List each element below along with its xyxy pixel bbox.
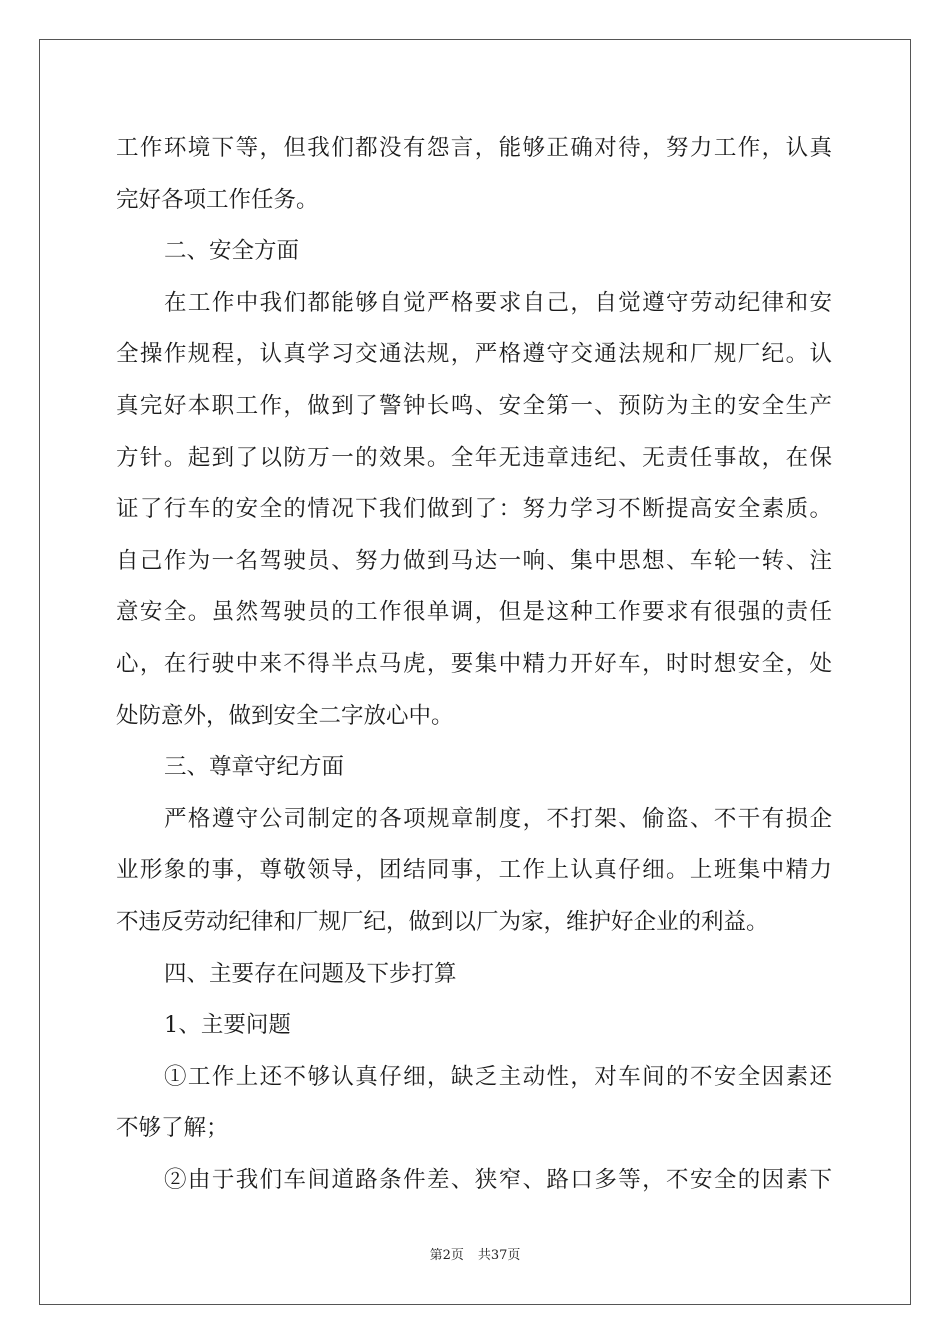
text-line: 自己作为一名驾驶员、努力做到马达一响、集中思想、车轮一转、注 [116, 547, 832, 574]
text-line: 处防意外，做到安全二字放心中。 [116, 702, 454, 729]
text-line: ①工作上还不够认真仔细，缺乏主动性，对车间的不安全因素还 [164, 1063, 832, 1090]
text-line: 在工作中我们都能够自觉严格要求自己，自觉遵守劳动纪律和安 [164, 289, 832, 316]
page-footer [0, 1244, 950, 1263]
text-line: 意安全。虽然驾驶员的工作很单调，但是这种工作要求有很强的责任 [116, 599, 832, 626]
document-body [116, 123, 832, 1206]
text-line: 二、安全方面 [164, 238, 300, 265]
text-line: 完好各项工作任务。 [116, 186, 319, 213]
text-line: 证了行车的安全的情况下我们做到了：努力学习不断提高安全素质。 [116, 496, 832, 523]
page-number: 第2页 [429, 1248, 464, 1263]
text-line: 心，在行驶中来不得半点马虎，要集中精力开好车，时时想安全，处 [116, 650, 832, 677]
text-line: 严格遵守公司制定的各项规章制度，不打架、偷盗、不干有损企 [164, 805, 832, 832]
text-line: 不违反劳动纪律和厂规厂纪，做到以厂为家，维护好企业的利益。 [116, 908, 769, 935]
text-line: 方针。起到了以防万一的效果。全年无违章违纪、无责任事故，在保 [116, 444, 832, 471]
text-line: ②由于我们车间道路条件差、狭窄、路口多等，不安全的因素下 [164, 1166, 832, 1193]
text-line: 全操作规程，认真学习交通法规，严格遵守交通法规和厂规厂纪。认 [116, 341, 832, 368]
page-total: 共37页 [477, 1248, 521, 1263]
text-line: 1、主要问题 [164, 1012, 291, 1039]
text-line: 三、尊章守纪方面 [164, 754, 345, 781]
text-line: 业形象的事，尊敬领导，团结同事，工作上认真仔细。上班集中精力 [116, 857, 832, 884]
text-line: 工作环境下等，但我们都没有怨言，能够正确对待，努力工作，认真 [116, 135, 832, 161]
text-line: 不够了解； [116, 1115, 229, 1142]
text-line: 四、主要存在问题及下步打算 [164, 960, 457, 987]
text-line: 真完好本职工作，做到了警钟长鸣、安全第一、预防为主的安全生产 [116, 392, 832, 419]
